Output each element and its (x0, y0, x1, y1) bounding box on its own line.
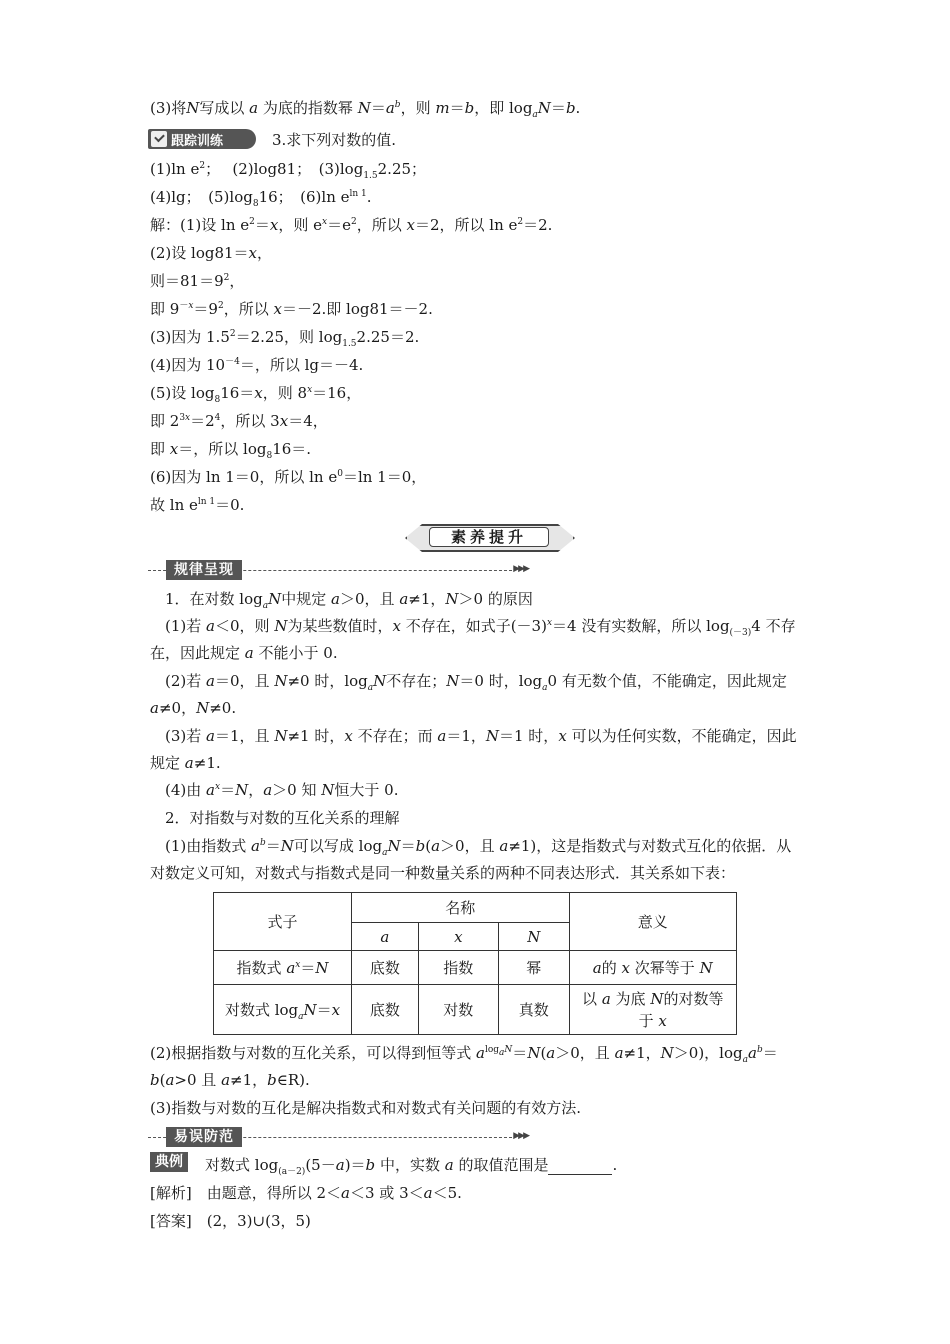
rule-line-6: (3)若 a＝1，且 N≠1 时，x 不存在；而 a＝1，N＝1 时，x 可以为任何实数，不能确定，因此 (165, 727, 797, 745)
error-header (148, 1127, 528, 1147)
banner-label: 素养提升 (429, 527, 549, 547)
rule-line-7: 规定 a≠1. (150, 754, 221, 772)
cell-exp-a: 底数 (352, 951, 419, 985)
text: ＝ (220, 781, 236, 799)
text: ≠0， (158, 699, 197, 717)
cell-log-expr: 对数式 $\log_aN=x$ (214, 985, 352, 1035)
rules-header (148, 560, 528, 580)
header-expr: 式子 (214, 893, 352, 951)
solution-line-6: (4)因为 $10^{-4}=$，所以 lg＝－4. (150, 356, 364, 374)
text: ＞0，且 (555, 1044, 610, 1062)
arrows-icon: ▶▶▶ (513, 1131, 528, 1141)
table-row (214, 893, 737, 923)
text: ，所以 (356, 216, 402, 234)
text: ＝1，且 (214, 727, 270, 745)
header-name: 名称 (352, 893, 569, 923)
text: ＞0，且 (440, 837, 495, 855)
solution-line-11: 故 $\ln e^{ln 1}=0$. (150, 496, 245, 514)
text: 不存在； (386, 672, 447, 690)
text: 写成以 (199, 99, 245, 117)
rule-line-1: 1．在对数 $\log_aN$中规定 a＞0，且 a≠1，N＞0 的原因 (165, 590, 533, 611)
text: ＝ (512, 1044, 528, 1062)
text: 4 不存 (751, 617, 796, 635)
text: (2)根据指数与对数的互化关系，可以得到恒等式 (150, 1044, 472, 1062)
arrows-icon: ▶▶▶ (513, 564, 528, 574)
text: ≠1. (193, 754, 221, 772)
text: ， (229, 272, 245, 290)
text: . (612, 1156, 618, 1174)
text: ≠1， (623, 1044, 661, 1062)
text: 解：(1)设 ln e (150, 216, 250, 234)
text: ＝4， (288, 412, 328, 430)
after-line-2: b(a>0 且 a≠1，b∈R). (150, 1071, 310, 1089)
text: 的对数等 (663, 989, 724, 1008)
text: ＝0，且 (214, 672, 270, 690)
text: (4)由 (165, 781, 202, 799)
text: 则＝81＝9 (150, 272, 224, 290)
text: 于 (638, 1011, 654, 1030)
subheader-n: N (499, 923, 570, 951)
text: ＝－2.即 log81＝－2. (281, 300, 433, 318)
text: ＝0. (215, 496, 245, 514)
text: 次幂等于 (634, 959, 695, 977)
text: ＝ (316, 1001, 332, 1019)
text: ＞0 的原因 (458, 590, 533, 608)
rule-line-3: 在，因此规定 a 不能小于 0. (150, 644, 338, 662)
section-banner (405, 524, 575, 552)
text: ， (257, 244, 273, 262)
text: 的 (601, 959, 617, 977)
text: (5－ (305, 1156, 336, 1174)
rules-tag: 规律呈现 (166, 560, 242, 580)
text: (a－2) (278, 1167, 306, 1177)
relation-table (213, 892, 737, 1035)
text: 即 2 (150, 412, 180, 430)
text: (5)设 log (150, 384, 215, 402)
cell-log-x: 对数 (418, 985, 498, 1035)
example-answer (150, 1211, 311, 1231)
text: ＝2. (523, 216, 553, 234)
text: 不能小于 0. (258, 644, 338, 662)
text: ＝2，所以 ln e (414, 216, 518, 234)
text: 即 9 (150, 300, 180, 318)
text: ＝1 时， (499, 727, 559, 745)
text: (3)若 (165, 727, 202, 745)
text: ＞0，且 (340, 590, 395, 608)
example-analysis: [解析] 由题意，得所以 2＜a＜3 或 3＜a＜5. (150, 1184, 462, 1202)
text: ＝，所以 log (178, 440, 267, 458)
text: ，则 (400, 99, 431, 117)
text: ≠1 时， (287, 727, 345, 745)
text: >0 且 (174, 1071, 217, 1089)
text: 中规定 (281, 590, 327, 608)
table-row (214, 985, 737, 1035)
example-tag: 典例 (150, 1152, 188, 1172)
text: ＝2 (190, 412, 215, 430)
text: . (366, 188, 372, 206)
text: ＝0 时，log (459, 672, 543, 690)
text: 16＝ (220, 384, 255, 402)
example-question: 对数式 $\log_{(a-2)}(5-a)=b$ 中，实数 a 的取值范围是 . (205, 1156, 618, 1177)
text: ∈R). (276, 1071, 310, 1089)
text: ＜3 或 3＜ (349, 1184, 424, 1202)
text: ≠0. (209, 699, 237, 717)
text: 16； (6)ln e (258, 188, 350, 206)
text: ≠0 时，log (287, 672, 368, 690)
rule-line-4: (2)若 a＝0，且 N≠0 时，$\log_aN$不存在；N＝0 时，$\log_a0$ 有无数个值，不能确定，因此规定 (165, 672, 787, 693)
text: ＝ln 1＝0， (342, 468, 427, 486)
text: ＝ (265, 837, 281, 855)
text: ( (159, 1071, 166, 1089)
text: ≠1， (230, 1071, 268, 1089)
subheader-a: a (352, 923, 419, 951)
rule-line-9: 2．对指数与对数的互化关系的理解 (165, 809, 400, 827)
text: ＝2.25，则 log (235, 328, 343, 346)
text: ，则 8 (262, 384, 308, 402)
rule-line-2: (1)若 a＜0，则 N为某些数值时，x 不存在，如式子$(-3)^x=4$ 没有实数解，所以 $\log_{(-3)}4$ 不存 (165, 617, 796, 638)
text: 为某些数值时， (287, 617, 393, 635)
text: ≠1， (408, 590, 446, 608)
solution-line-10: (6)因为 ln 1＝0，所以 $\ln e^0=\ln$ 1＝0， (150, 468, 427, 486)
text: 不存在，如式子(－3) (405, 617, 547, 635)
solution-line-1: 解：(1)设 $\ln e^2=x$，则 $e^x=e^2$，所以 x＝2，所以 $\ln e^2=2$. (150, 216, 553, 234)
text: 恒大于 0. (334, 781, 399, 799)
answer-label: [答案] (150, 1212, 192, 1230)
text: [解析] 由题意，得所以 2＜ (150, 1184, 342, 1202)
text: ＝e (327, 216, 351, 234)
text: ＝ (762, 1044, 778, 1062)
text: 中，实数 (379, 1156, 440, 1174)
exercise-title: 3.求下列对数的值. (272, 131, 397, 149)
text: ＜0，则 (214, 617, 270, 635)
text: ＝ (254, 216, 270, 234)
text: 以 (582, 989, 598, 1008)
text: 可以写成 log (293, 837, 383, 855)
text: ＜5. (432, 1184, 462, 1202)
text: 规定 (150, 754, 181, 772)
text: 故 ln e (150, 496, 198, 514)
text: ，即 log (474, 99, 533, 117)
question-line-1: (1)ln $e^2$； (2)log81； $(3)\log_{1.5}2.25$； (150, 160, 427, 181)
text: ，所以 3 (220, 412, 280, 430)
text: 的取值范围是 (458, 1156, 549, 1174)
text: 2.25； (377, 160, 427, 178)
after-line-1: (2)根据指数与对数的互化关系，可以得到恒等式 $a^{log_aN}=N(a>0$，且 a≠1，N＞0)，$\log_aa^b=$ (150, 1044, 778, 1065)
text: 1．在对数 log (165, 590, 263, 608)
text: 2.25＝2. (356, 328, 420, 346)
text: ，所以 (223, 300, 269, 318)
text: 即 (150, 440, 166, 458)
text: 为底 (615, 989, 646, 1008)
text: (4)lg； (5)log (150, 188, 253, 206)
track-practice-badge (148, 129, 256, 149)
cell-log-n: 真数 (499, 985, 570, 1035)
answer-blank (548, 1160, 612, 1175)
text: 16＝. (272, 440, 312, 458)
text: ，则 e (278, 216, 322, 234)
cell-exp-x: 指数 (418, 951, 498, 985)
solution-line-3: 则$=81=9^2$， (150, 272, 245, 290)
text: (3)因为 1.5 (150, 328, 230, 346)
subheader-x: x (418, 923, 498, 951)
solution-line-9: 即 x＝，所以 $\log_816=$. (150, 440, 312, 461)
error-tag: 易误防范 (166, 1127, 242, 1147)
text: ＞0)，log (673, 1044, 743, 1062)
text: ＝4 没有实数解，所以 log (552, 617, 730, 635)
cell-log-meaning: 以 a 为底 N的对数等 于 x (569, 985, 737, 1035)
answer-value: (2，3)∪(3，5) (206, 1212, 311, 1230)
question-line-2: (4)lg； $(5)\log_816$； (6)ln $e^{ln 1}$. (150, 188, 372, 209)
text: ≠1)，这是指数式与对数式互化的依据．从 (508, 837, 792, 855)
text: 在，因此规定 (150, 644, 241, 662)
after-line-3: (3)指数与对数的互化是解决指数式和对数式有关问题的有效方法. (150, 1099, 582, 1117)
text: ＝1， (446, 727, 486, 745)
rule-line-8: (4)由 $a^x=N$，a＞0 知 N恒大于 0. (165, 781, 399, 799)
text: 0 有无数个值，不能确定，因此规定 (547, 672, 787, 690)
cell-exp-expr: 指数式 $a^x=N$ (214, 951, 352, 985)
solution-line-4: 即 $9^{-x}=9^2$，所以 x＝－2.即 log81＝－2. (150, 300, 433, 318)
checkmark-icon (151, 131, 167, 147)
text: 指数式 (236, 959, 282, 977)
header-meaning: 意义 (569, 893, 737, 951)
text: 可以为任何实数，不能确定，因此 (571, 727, 797, 745)
text: ； (2)log81； (3)log (205, 160, 364, 178)
text: ＝ (400, 837, 416, 855)
solution-line-2: (2)设 log81＝x， (150, 244, 273, 262)
text: ＝，所以 lg＝－4. (239, 356, 364, 374)
text: ( (425, 837, 432, 855)
text: . (575, 99, 581, 117)
text: ＝ (300, 959, 316, 977)
text: ＝9 (193, 300, 218, 318)
text: (2)设 log81＝ (150, 244, 249, 262)
text: ＝16， (312, 384, 362, 402)
text: (2)若 (165, 672, 202, 690)
text: 不存在；而 (357, 727, 433, 745)
text: )＝ (344, 1156, 366, 1174)
text: (1)若 (165, 617, 202, 635)
text: (4)因为 10 (150, 356, 226, 374)
text: (3)将 (150, 99, 187, 117)
text: ＞0 知 (272, 781, 317, 799)
rule-line-10: (1)由指数式 $a^b=N$可以写成 $\log_aN=b(a>0$，且 a≠1)，这是指数式与对数式互化的依据．从 (165, 837, 792, 858)
text: ( (540, 1044, 547, 1062)
table-row (214, 951, 737, 985)
text: (1)ln e (150, 160, 200, 178)
text: 对数式 log (205, 1156, 279, 1174)
badge-label: 跟踪训练 (171, 133, 224, 149)
text: 对数式 log (224, 1001, 299, 1019)
rule-line-11: 对数定义可知，对数式与指数式是同一种数量关系的两种不同表达形式．其关系如下表： (150, 864, 736, 882)
rule-line-5: a≠0，N≠0. (150, 699, 237, 717)
text: 为底的指数幂 (262, 99, 353, 117)
cell-exp-n: 幂 (499, 951, 570, 985)
text: ， (248, 781, 264, 799)
text-line-top: (3)将N写成以 a 为底的指数幂 $N=a^b$，则 m＝b，即 $\log_aN=b$. (150, 99, 581, 120)
solution-line-8: 即 $2^{3x}=2^4$，所以 3x＝4， (150, 412, 328, 430)
solution-line-7: (5)设 $\log_816=x$，则 $8^x=16$， (150, 384, 362, 405)
text: (1)由指数式 (165, 837, 247, 855)
text: (6)因为 ln 1＝0，所以 ln e (150, 468, 338, 486)
solution-line-5: (3)因为 $1.5^2=2.25$，则 $\log_{1.5}2.25=2$. (150, 328, 420, 349)
cell-log-a: 底数 (352, 985, 419, 1035)
cell-exp-meaning: a的 x 次幂等于 N (569, 951, 737, 985)
